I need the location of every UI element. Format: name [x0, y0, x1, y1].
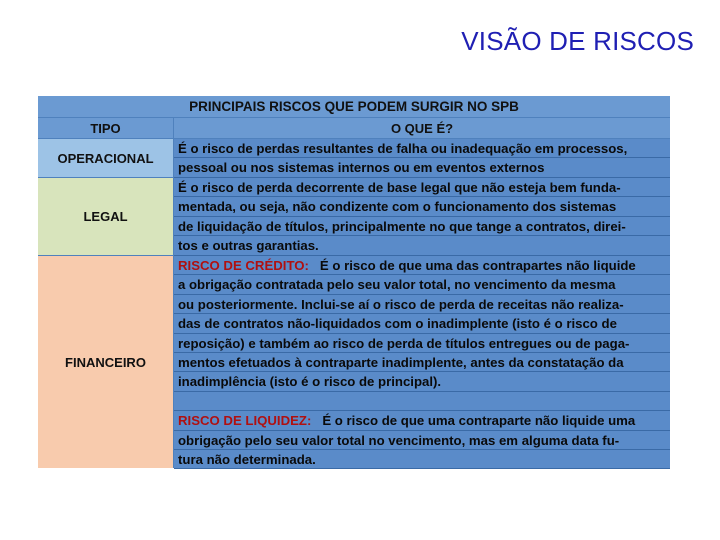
- description-line: mentos efetuados à contraparte inadimplente, antes da constatação da: [174, 353, 670, 372]
- description-spacer: [174, 392, 670, 411]
- description-line: de liquidação de títulos, principalmente no que tange a contratos, direi-: [174, 217, 670, 236]
- description-financeiro: [174, 256, 670, 468]
- description-line: É o risco de perdas resultantes de falha ou inadequação em processos,: [174, 139, 670, 158]
- description-line: tos e outras garantias.: [174, 236, 670, 255]
- description-legal: [174, 178, 670, 255]
- description-line: reposição) e também ao risco de perda de títulos entregues ou de paga-: [174, 334, 670, 353]
- description-line: inadimplência (isto é o risco de principal).: [174, 372, 670, 391]
- description-operacional: [174, 139, 670, 177]
- slide-title: VISÃO DE RISCOS: [461, 26, 694, 56]
- description-line: obrigação pelo seu valor total no vencimento, mas em alguma data fu-: [174, 431, 670, 450]
- risco-credito-text: É o risco de que uma das contrapartes não liquide: [319, 258, 636, 273]
- column-header-tipo: TIPO: [38, 118, 173, 138]
- risco-credito-label: RISCO DE CRÉDITO:: [178, 258, 309, 273]
- description-line: a obrigação contratada pelo seu valor total, no vencimento da mesma: [174, 275, 670, 294]
- description-line: ou posteriormente. Inclui-se aí o risco de perda de receitas não realiza-: [174, 295, 670, 314]
- type-financeiro: FINANCEIRO: [38, 256, 173, 468]
- table-caption: PRINCIPAIS RISCOS QUE PODEM SURGIR NO SPB: [38, 96, 670, 117]
- description-line: mentada, ou seja, não condizente com o funcionamento dos sistemas: [174, 197, 670, 216]
- risco-liquidez-text: É o risco de que uma contraparte não liquide uma: [322, 413, 636, 429]
- type-legal: LEGAL: [38, 178, 173, 255]
- description-line: pessoal ou nos sistemas internos ou em eventos externos: [174, 158, 670, 177]
- column-header-o-que-e: O QUE É?: [174, 118, 670, 138]
- description-line: [174, 256, 670, 275]
- description-line: tura não determinada.: [174, 450, 670, 469]
- description-line: É o risco de perda decorrente de base legal que não esteja bem funda-: [174, 178, 670, 197]
- risco-liquidez-label: RISCO DE LIQUIDEZ:: [178, 413, 312, 429]
- risk-table: [38, 96, 670, 468]
- description-line: das de contratos não-liquidados com o inadimplente (isto é o risco de: [174, 314, 670, 333]
- description-line: [174, 411, 670, 430]
- type-operacional: OPERACIONAL: [38, 139, 173, 177]
